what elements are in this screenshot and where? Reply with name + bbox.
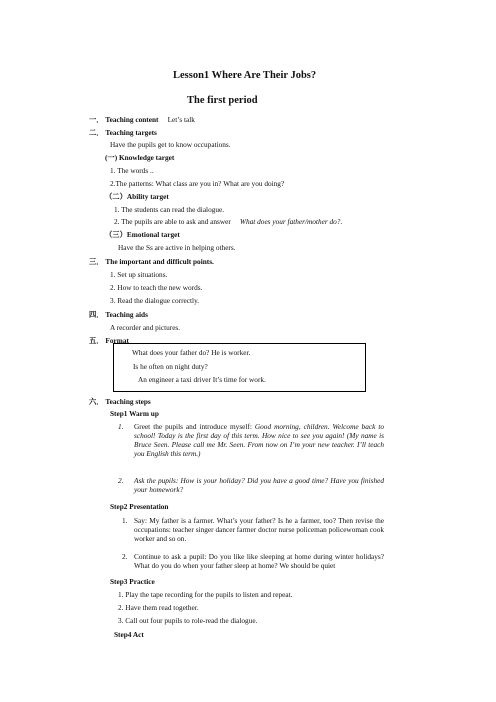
format-line: Is he often on night duty? xyxy=(133,362,208,371)
section-teaching-steps xyxy=(89,397,151,406)
step1-item: Ask the pupils: How is your holiday? Did you have a good time? Have you finished your homework? xyxy=(134,476,384,494)
step2-heading: Step2 Presentation xyxy=(110,502,169,511)
period-subtitle: The first period xyxy=(187,95,258,106)
lesson-title: Lesson1 Where Are Their Jobs? xyxy=(173,70,317,81)
step2-item: Say: My father is a farmer. What’s your father? Is he a farmer, too? Then revise the occupations: teacher singer dancer farmer doctor nurse policeman policewoman cook worker and so on. xyxy=(134,516,384,543)
step3-item: 1. Play the tape recording for the pupils to listen and repeat. xyxy=(118,590,293,599)
step2-item-number: 1. xyxy=(122,516,128,525)
step4-heading: Step4 Act xyxy=(114,630,144,639)
section-label: Teaching steps xyxy=(105,397,151,406)
step3-item: 2. Have them read together. xyxy=(118,603,199,612)
step3-item: 3. Call out four pupils to role-read the dialogue. xyxy=(118,616,258,625)
format-line: An engineer a taxi driver It’s time for work. xyxy=(138,375,266,384)
section-teaching-content xyxy=(89,115,195,124)
section-label: Teaching aids xyxy=(105,310,148,319)
ability-item: 1. The students can read the dialogue. xyxy=(114,205,225,214)
step3-heading: Step3 Practice xyxy=(110,577,155,586)
step2-item: Continue to ask a pupil: Do you like like sleeping at home during winter holidays? What do you do when your father sleep at home? We should be quiet xyxy=(134,552,384,570)
step1-heading: Step1 Warm up xyxy=(110,409,159,418)
knowledge-target-heading: (一) Knowledge target xyxy=(105,153,175,162)
section-number: 四． xyxy=(89,310,104,319)
step1-item xyxy=(134,422,384,458)
section-label: The important and difficult points. xyxy=(105,257,214,266)
knowledge-item: 1. The words .. xyxy=(110,166,154,175)
knowledge-item: 2.The patterns: What class are you in? What are you doing? xyxy=(110,179,285,188)
ability-item-text: 2. The pupils are able to ask and answer xyxy=(114,217,231,226)
step1-item-text: Greet the pupils and introduce myself: xyxy=(134,422,255,431)
section-number: 二． xyxy=(89,128,104,137)
section-label: Teaching content xyxy=(105,115,159,124)
section-important-points xyxy=(89,257,214,266)
ability-item-question: What does your father/mother do?. xyxy=(239,217,343,226)
point-item: 2. How to teach the new words. xyxy=(110,283,203,292)
section-number: 三． xyxy=(89,257,104,266)
ability-target-heading: （二）Ability target xyxy=(105,192,169,201)
ability-item xyxy=(114,217,342,226)
step1-item-number: 1. xyxy=(118,422,124,431)
section-number: 一． xyxy=(89,115,104,124)
step1-item-greeting: Good morning, children. Welcome back to school! Today is the first day of this term. How nice to see you again! (My name is Bruce Seen. Please call me Mr. Seen. From now on I’m your new teacher. I’ll teach you English this term.) xyxy=(134,422,385,458)
step2-item-number: 2. xyxy=(122,552,128,561)
section-teaching-targets xyxy=(89,128,157,137)
point-item: 1. Set up situations. xyxy=(110,270,168,279)
emotional-target-heading: （三）Emotional target xyxy=(105,230,180,239)
targets-intro: Have the pupils get to know occupations. xyxy=(110,140,231,149)
section-content: Let’s talk xyxy=(167,115,195,124)
section-number: 六． xyxy=(89,397,104,406)
section-number: 五． xyxy=(89,336,104,345)
point-item: 3. Read the dialogue correctly. xyxy=(110,296,200,305)
step1-item-number: 2. xyxy=(118,476,124,485)
aids-content: A recorder and pictures. xyxy=(110,323,181,332)
format-line: What does your father do? He is worker. xyxy=(132,348,251,357)
section-teaching-aids xyxy=(89,310,148,319)
section-label: Teaching targets xyxy=(105,128,157,137)
emotional-item: Have the Ss are active in helping others. xyxy=(118,243,236,252)
section-label: Format xyxy=(105,336,129,345)
